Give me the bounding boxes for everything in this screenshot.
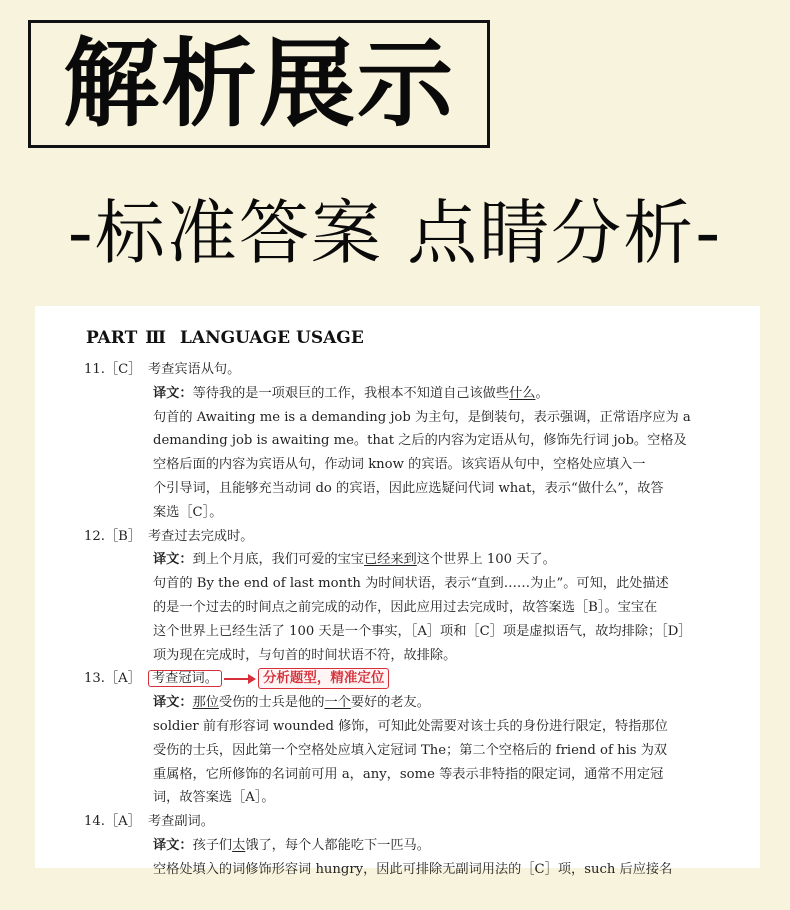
translation-line — [35, 834, 760, 858]
translation-text: 到上个月底，我们可爱的宝宝 — [192, 552, 364, 568]
question-number: 11.［C］ — [84, 362, 142, 377]
translation-line — [35, 548, 760, 572]
question-number: 13.［A］ — [84, 671, 141, 687]
underlined-answer: 那位 — [192, 695, 219, 711]
explanation-line: 空格处填入的词修饰形容词 hungry，因此可排除无副词用法的［C］项，such 后应接名 — [153, 861, 673, 877]
translation-text: 孩子们 — [192, 837, 233, 853]
answer-body — [35, 358, 760, 882]
arrow-right-icon — [224, 674, 256, 684]
translation-label: 译文： — [153, 385, 193, 401]
underlined-answer: 太 — [232, 837, 246, 853]
explanation-line: 句首的 By the end of last month 为时间状语，表示“直到……为止”。可知，此处描述 — [153, 576, 669, 592]
banner-box — [28, 20, 490, 148]
part-label: PART — [86, 328, 138, 348]
translation-text: 等待我的是一项艰巨的工作，我根本不知道自己该做些 — [192, 385, 510, 401]
translation-line — [35, 382, 760, 406]
underlined-answer: 什么 — [509, 385, 536, 401]
explanation-line: 个引导词，且能够充当动词 do 的宾语，因此应选疑问代词 what，表示“做什么”，故答 — [153, 480, 664, 496]
question-13-header — [35, 667, 760, 691]
translation-text: 这个世界上 100 天了。 — [416, 552, 556, 568]
explanation-line: demanding job is awaiting me。that 之后的内容为定语从句，修饰先行词 job。空格及 — [153, 433, 687, 449]
explanation-line: 受伤的士兵，因此第一个空格处应填入定冠词 The；第二个空格后的 friend of his 为双 — [153, 742, 668, 758]
answer-page — [35, 306, 760, 877]
question-stem: 考查冠词。 — [148, 670, 222, 687]
explanation-line: 词，故答案选［A］。 — [153, 790, 275, 806]
question-number: 14.［A］ — [84, 814, 141, 830]
translation-label: 译文： — [153, 552, 193, 568]
explanation-line: 项为现在完成时，与句首的时间状语不符，故排除。 — [153, 647, 457, 663]
question-12-header — [35, 525, 760, 549]
explanation-line: 重属格，它所修饰的名词前可用 a，any，some 等表示非特指的限定词，通常不用定冠 — [153, 766, 664, 782]
question-number: 12.［B］ — [84, 528, 142, 544]
explanation-line: 这个世界上已经生活了 100 天是一个事实，［A］项和［C］项是虚拟语气，故均排除；［D］ — [153, 623, 692, 639]
translation-label: 译文： — [153, 837, 193, 853]
explanation-line: soldier 前有形容词 wounded 修饰，可知此处需要对该士兵的身份进行限定，特指那位 — [153, 718, 668, 734]
question-stem: 考查宾语从句。 — [148, 362, 241, 377]
banner-title: 解析展示 — [63, 28, 455, 140]
translation-text: 饿了，每个人都能吃下一匹马。 — [245, 837, 430, 853]
underlined-answer: 一个 — [324, 695, 351, 711]
translation-line — [35, 691, 760, 715]
explanation-line: 句首的 Awaiting me is a demanding job 为主句，是倒装句，表示强调，正常语序应为 a — [153, 409, 691, 425]
explanation-line: 空格后面的内容为宾语从句，作动词 know 的宾语。该宾语从句中，空格处应填入一 — [153, 457, 646, 473]
annotation-callout: 分析题型，精准定位 — [258, 668, 390, 689]
part-heading — [86, 328, 364, 348]
subtitle: -标准答案 点睛分析- — [67, 192, 723, 274]
explanation-line: 的是一个过去的时间点之前完成的动作，因此应用过去完成时，故答案选［B］。宝宝在 — [153, 599, 658, 615]
question-11-header — [35, 358, 760, 382]
translation-label: 译文： — [153, 695, 193, 711]
part-roman-numeral: Ⅲ — [145, 328, 166, 348]
explanation-line: 案选［C］。 — [153, 504, 223, 520]
translation-text: 。 — [535, 385, 549, 401]
translation-text: 受伤的士兵是他的 — [218, 695, 325, 711]
translation-text: 要好的老友。 — [350, 695, 430, 711]
question-stem: 考查过去完成时。 — [148, 528, 254, 544]
part-name: LANGUAGE USAGE — [179, 328, 364, 348]
question-14-header — [35, 810, 760, 834]
question-stem: 考查副词。 — [148, 814, 214, 830]
underlined-answer: 已经来到 — [364, 552, 417, 568]
